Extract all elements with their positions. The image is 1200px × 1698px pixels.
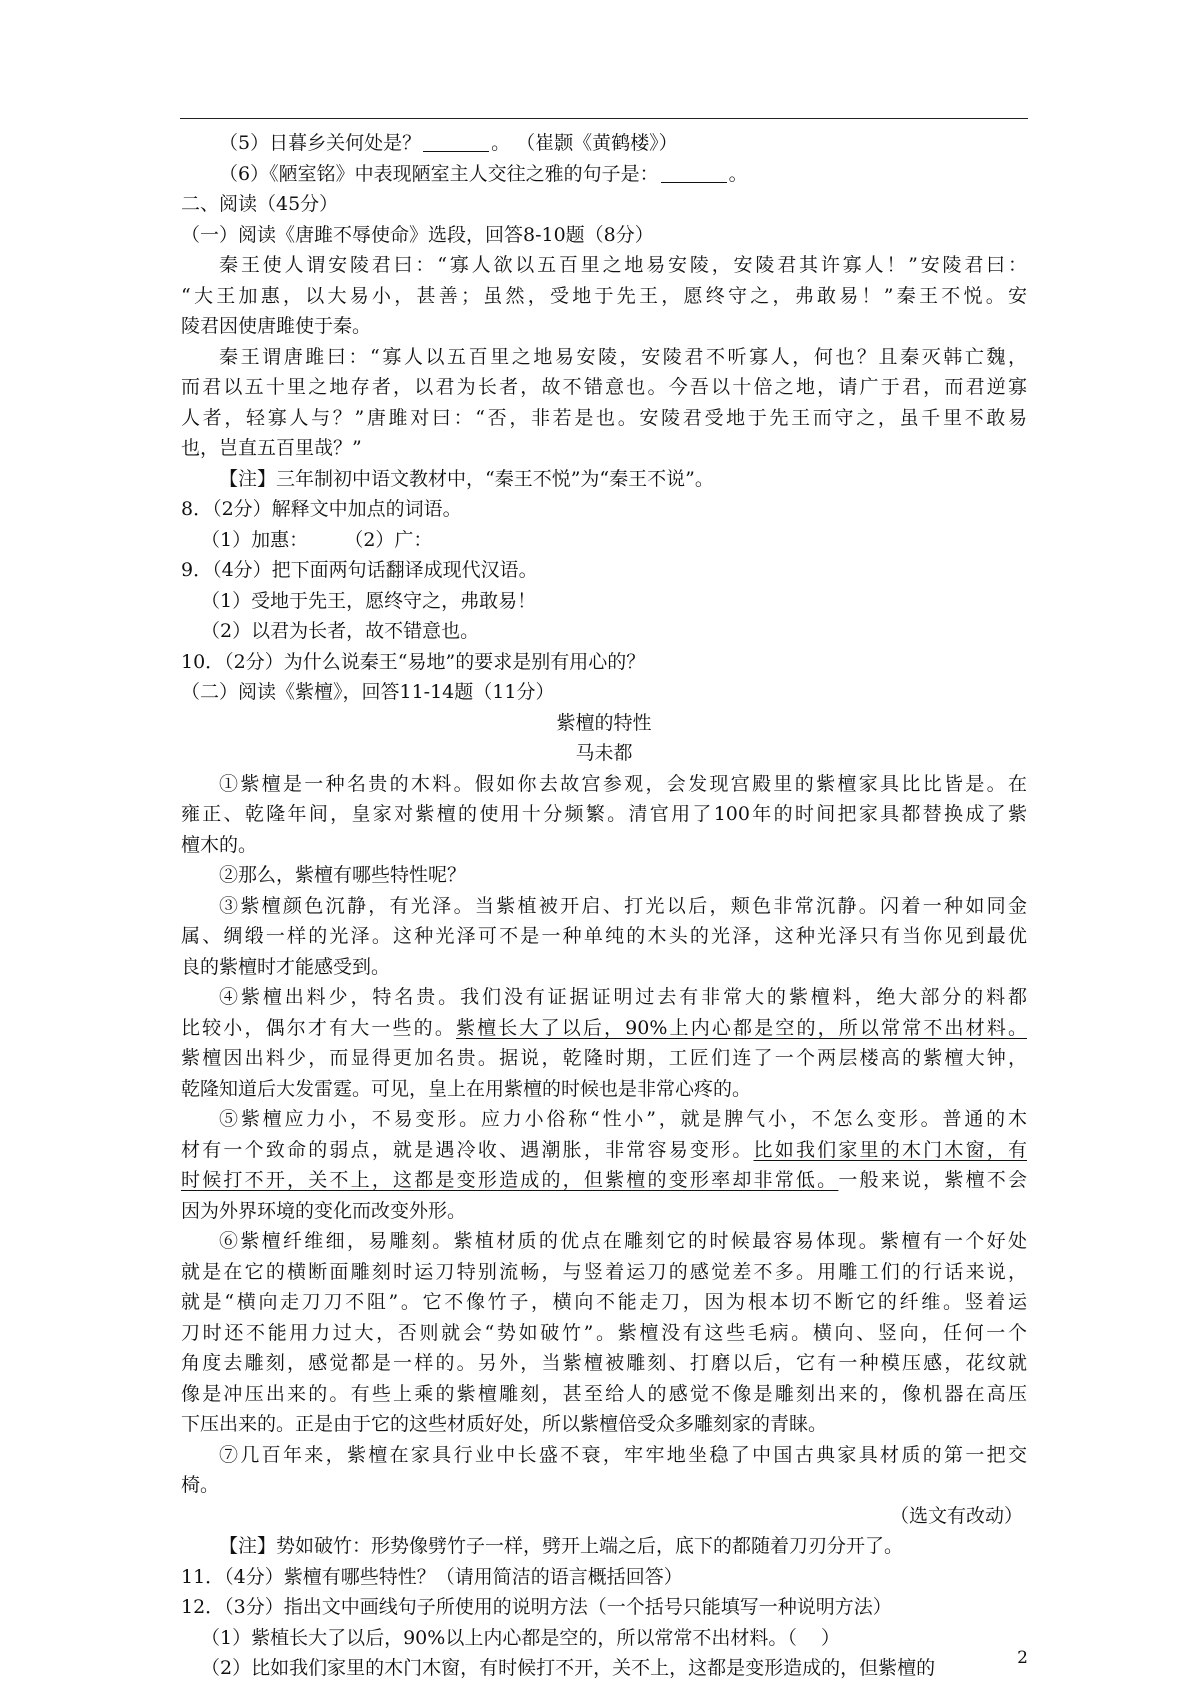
- article-p6-line-4: 刀时还不能用力过大，否则就会“势如破竹”。紫檀没有这些毛病。横向、竖向，任何一个: [181, 1321, 1027, 1344]
- underlined-sentence-2-part-1: 比如我们家里的木门木窗，有: [753, 1138, 1027, 1161]
- passage-2-line-4: 也，岂直五百里哉？”: [181, 437, 362, 459]
- article-p4-line-2: [181, 1013, 1027, 1044]
- section-2-title: 二、阅读（45分）: [181, 193, 339, 215]
- question-12-item-1: （1）紫植长大了以后，90%以上内心都是空的，所以常常不出材料。（ ）: [201, 1626, 840, 1649]
- article-p2: ②那么，紫檀有哪些特性呢？: [219, 864, 467, 886]
- article-p5-line-4: 因为外界环境的变化而改变外形。: [181, 1199, 467, 1222]
- article-p5-line-2: [181, 1135, 1027, 1166]
- page-content: [181, 128, 1027, 1684]
- question-5-source: 。 （崔颢《黄鹤楼》）: [491, 132, 678, 154]
- article-p1-line-2: 雍正、乾隆年间，皇家对紫檀的使用十分频繁。清官用了100年的时间把家具都替换成了紫: [181, 803, 1027, 825]
- article-author: 马未都: [575, 742, 633, 764]
- question-8: 8．（2分）解释文中加点的词语。: [181, 498, 462, 520]
- article-p5-line-3: [181, 1165, 1027, 1196]
- question-9-item-2: （2）以君为长者，故不错意也。: [201, 620, 480, 642]
- article-p5-text-2: 一般来说，紫檀不会: [838, 1169, 1027, 1191]
- article-p6-line-6: 像是冲压出来的。有些上乘的紫檀雕刻，甚至给人的感觉不像是雕刻出来的，像机器在高压: [181, 1382, 1027, 1405]
- answer-blank-6: [661, 162, 727, 183]
- article-p1-line-1: ①紫檀是一种名贵的木料。假如你去故宫参观，会发现宫殿里的紫檀家具比比皆是。在: [219, 772, 1027, 795]
- question-5-text: （5）日暮乡关何处是？: [219, 132, 422, 154]
- question-12: 12．（3分）指出文中画线句子所使用的说明方法（一个括号只能填写一种说明方法）: [181, 1596, 892, 1618]
- passage-2-line-1: 秦王谓唐雎曰：“寡人以五百里之地易安陵，安陵君不听寡人，何也？且秦灭韩亡魏，: [219, 345, 1027, 368]
- question-5: [181, 128, 1027, 159]
- article-p4-text: 比较小，偶尔才有大一些的。: [181, 1016, 456, 1039]
- article-p7-line-2: 椅。: [181, 1474, 220, 1496]
- passage-1-line-3: 陵君因使唐雎使于秦。: [181, 315, 372, 337]
- question-9-item-1: （1）受地于先王，愿终守之，弗敢易！: [201, 589, 537, 612]
- article-title: 紫檀的特性: [556, 711, 652, 734]
- passage-2-line-2: 而君以五十里之地存者，以君为长者，故不错意也。今吾以十倍之地，请广于君，而君逆寡: [181, 376, 1027, 398]
- article-p6-line-2: 就是在它的横断面雕刻时运刀特别流畅，与竖着运刀的感觉差不多。用雕工们的行话来说，: [181, 1260, 1027, 1283]
- article-p5-line-1: ⑤紫檀应力小，不易变形。应力小俗称“性小”，就是脾气小，不怎么变形。普通的木: [219, 1108, 1027, 1130]
- question-6: [181, 159, 1027, 190]
- page-number: 2: [1017, 1648, 1028, 1668]
- article-p3-line-1: ③紫檀颜色沉静，有光泽。当紫植被开启、打光以后，颊色非常沉静。闪着一种如同金: [219, 894, 1027, 917]
- part-2-title: （二）阅读《紫檀》，回答11-14题（11分）: [181, 681, 555, 703]
- underlined-sentence-1: 紫檀长大了以后，90%上内心都是空的，所以常常不出材料。: [455, 1016, 1027, 1039]
- underlined-sentence-2-part-2: 时候打不开，关不上，这都是变形造成的，但紫檀的变形率却非常低。: [181, 1169, 839, 1191]
- question-6-tail: 。: [728, 162, 748, 185]
- article-p4-line-1: ④紫檀出料少，特名贵。我们没有证据证明过去有非常大的紫檀料，绝大部分的料都: [219, 986, 1027, 1008]
- article-p4-line-4: 乾隆知道后大发雷霆。可见，皇上在用紫檀的时候也是非常心疼的。: [181, 1077, 752, 1100]
- header-rule: [180, 118, 1028, 119]
- passage-1-line-2: “大王加惠，以大易小，甚善；虽然，受地于先王，愿终守之，弗敢易！”秦王不悦。安: [181, 284, 1027, 307]
- passage-1-line-1: 秦王使人谓安陵君曰：“寡人欲以五百里之地易安陵，安陵君其许寡人！”安陵君曰：: [219, 254, 1027, 276]
- article-p1-line-3: 檀木的。: [181, 833, 258, 856]
- passage-2-line-3: 人者，轻寡人与？”唐雎对曰：“否，非若是也。安陵君受地于先王而守之，虽千里不敢易: [181, 406, 1027, 429]
- source-note: （选文有改动）: [889, 1504, 1023, 1527]
- answer-blank-5: [423, 131, 489, 152]
- question-10: 10．（2分）为什么说秦王“易地”的要求是别有用心的？: [181, 650, 646, 673]
- note-1: 【注】三年制初中语文教材中，“秦王不悦”为“秦王不说”。: [219, 467, 714, 490]
- part-1-title: （一）阅读《唐雎不辱使命》选段，回答8-10题（8分）: [181, 223, 654, 246]
- question-6-text: （6）《陋室铭》中表现陋室主人交往之雅的句子是：: [219, 162, 659, 185]
- article-p3-line-3: 良的紫檀时才能感受到。: [181, 955, 391, 978]
- article-p7-line-1: ⑦几百年来，紫檀在家具行业中长盛不衰，牢牢地坐稳了中国古典家具材质的第一把交: [219, 1443, 1027, 1466]
- article-p3-line-2: 属、绸缎一样的光泽。这种光泽可不是一种单纯的木头的光泽，这种光泽只有当你见到最优: [181, 925, 1027, 947]
- question-9: 9．（4分）把下面两句话翻译成现代汉语。: [181, 559, 538, 581]
- article-p6-line-5: 角度去雕刻，感觉都是一样的。另外，当紫檀被雕刻、打磨以后，它有一种模压感，花纹就: [181, 1352, 1027, 1374]
- note-2: 【注】势如破竹：形势像劈竹子一样，劈开上端之后，底下的都随着刀刃分开了。: [219, 1535, 904, 1557]
- article-p6-line-7: 下压出来的。正是由于它的这些材质好处，所以紫檀倍受众多雕刻家的青睐。: [181, 1413, 828, 1435]
- article-p5-text: 材有一个致命的弱点，就是遇冷收、遇潮胀，非常容易变形。: [181, 1138, 754, 1161]
- question-8-items: （1）加惠： （2）广：: [201, 528, 433, 551]
- article-p6-line-3: 就是“横向走刀刀不阻”。它不像竹子，横向不能走刀，因为根本切不断它的纤维。竖着运: [181, 1291, 1027, 1313]
- question-11: 11．（4分）紫檀有哪些特性？（请用简洁的语言概括回答）: [181, 1565, 683, 1588]
- article-p4-line-3: 紫檀因出料少，而显得更加名贵。据说，乾隆时期，工匠们连了一个两层楼高的紫檀大钟，: [181, 1047, 1027, 1069]
- article-p6-line-1: ⑥紫檀纤维细，易雕刻。紫植材质的优点在雕刻它的时候最容易体现。紫檀有一个好处: [219, 1230, 1027, 1252]
- question-12-item-2: （2）比如我们家里的木门木窗，有时候打不开，关不上，这都是变形造成的，但紫檀的: [201, 1657, 936, 1679]
